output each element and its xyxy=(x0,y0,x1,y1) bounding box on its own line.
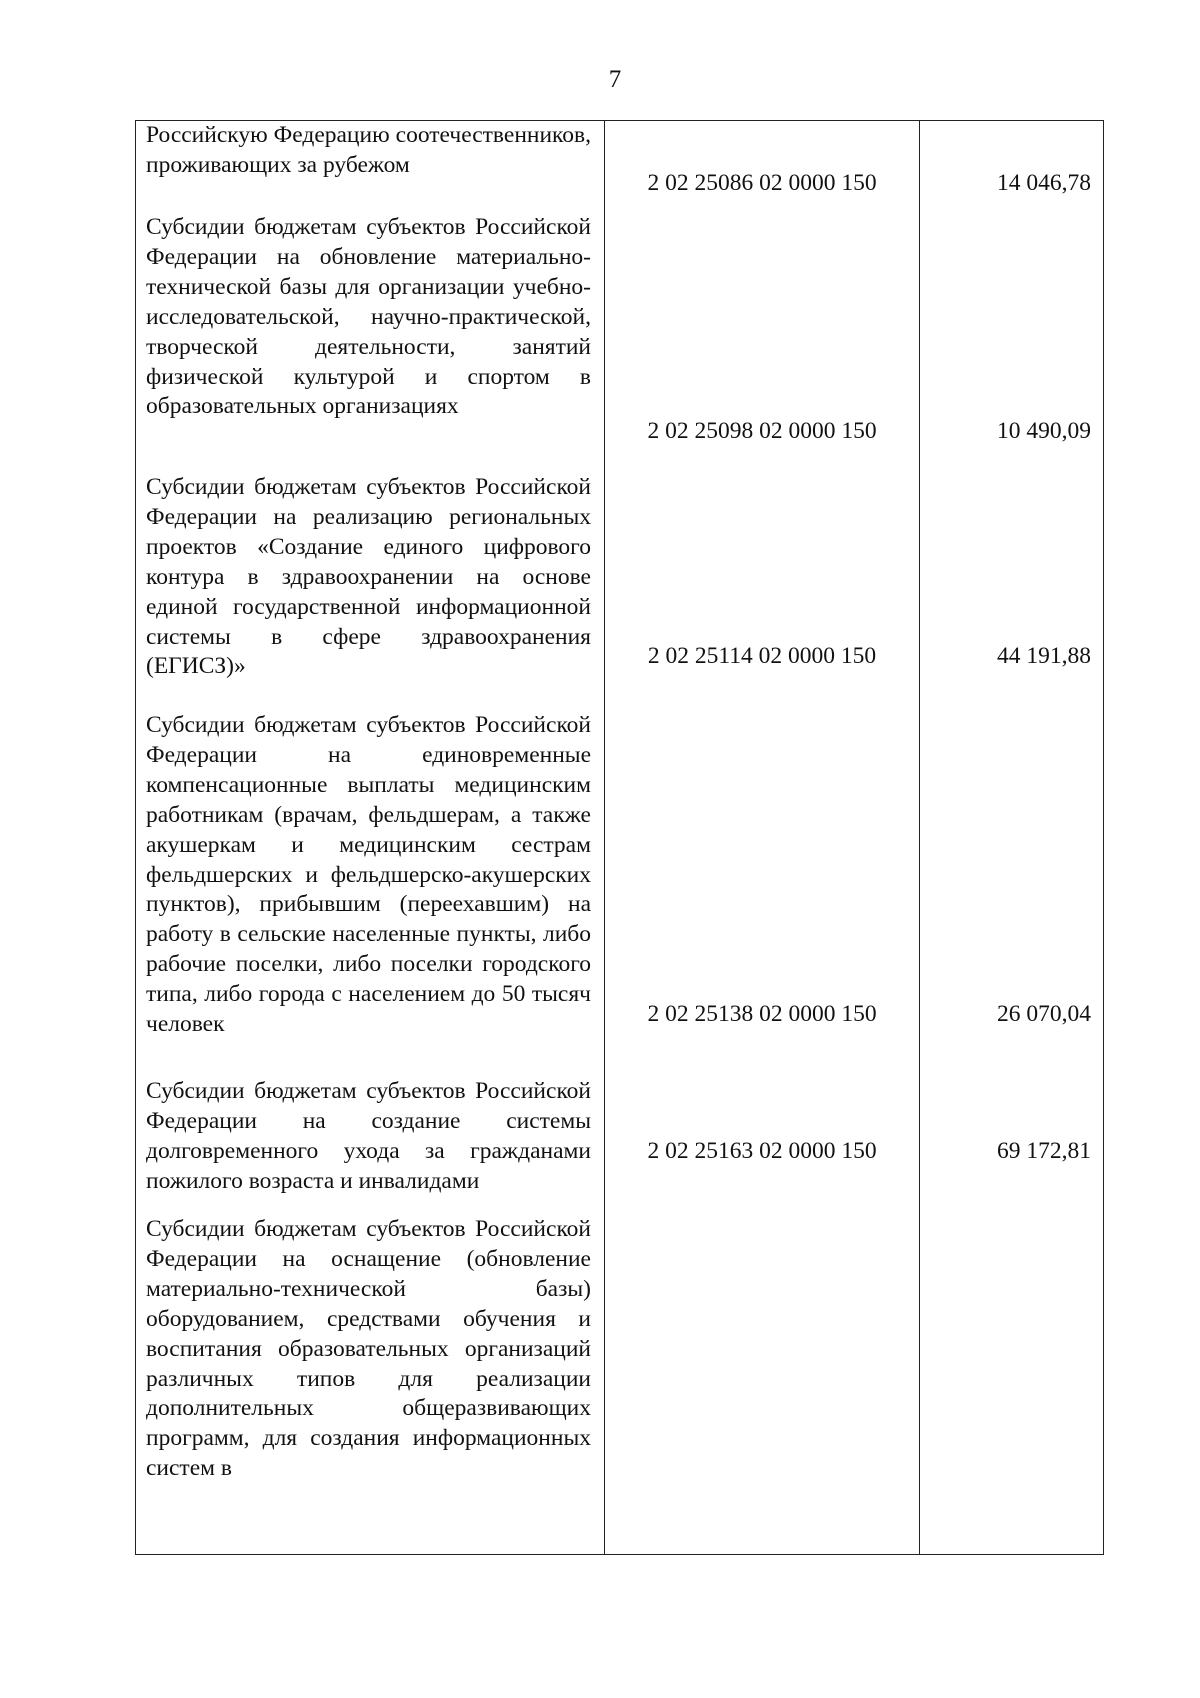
row-amount: 69 172,81 xyxy=(997,1138,1091,1164)
row-description: Субсидии бюджетам субъектов Российской Федерации на оснащение (обновление материально-технической базы) оборудованием, средствами обучения и воспитания образовательных организаций различных типов для реализации дополнительных общеразвивающих программ, для создания информационных систем в xyxy=(146,1216,591,1482)
description-block xyxy=(136,121,604,1482)
page-number: 7 xyxy=(608,66,622,93)
row-code: 2 02 25086 02 0000 150 xyxy=(647,170,877,196)
row-amount: 10 490,09 xyxy=(997,418,1091,444)
description-column xyxy=(136,121,605,1555)
row-description: Субсидии бюджетам субъектов Российской Федерации на единовременные компенсационные выплаты медицинским работникам (врачам, фельдшерам, а также акушеркам и медицинским сестрам фельдшерских и фельдшерско-акушерских пунктов), прибывшим (переехавшим) на работу в сельские населенные пункты, либо рабочие поселки, либо поселки городского типа, либо города с населением до 50 тысяч человек xyxy=(146,712,591,1038)
row-code: 2 02 25138 02 0000 150 xyxy=(647,1001,877,1027)
row-description: Субсидии бюджетам субъектов Российской Федерации на реализацию региональных проектов «Создание единого цифрового контура в здравоохранении на основе единой государственной информационной системы в сфере здравоохранения (ЕГИСЗ)» xyxy=(146,474,591,680)
code-cell xyxy=(605,121,919,1554)
table-row xyxy=(136,121,1104,1555)
row-amount: 26 070,04 xyxy=(997,1001,1091,1027)
row-description: Субсидии бюджетам субъектов Российской Федерации на создание системы долговременного ухода за гражданами пожилого возраста и инвалидами xyxy=(146,1078,591,1194)
amount-column xyxy=(920,121,1104,1555)
row-description: Субсидии бюджетам субъектов Российской Федерации на обновление материально-технической базы для организации учебно-исследовательской, научно-практической, творческой деятельности, занятий физической культурой и спортом в образовательных организациях xyxy=(146,214,591,420)
row-amount: 44 191,88 xyxy=(997,643,1091,669)
row-amount: 14 046,78 xyxy=(997,170,1091,196)
code-column xyxy=(605,121,920,1555)
row-code: 2 02 25163 02 0000 150 xyxy=(647,1138,877,1164)
budget-table xyxy=(135,120,1104,1555)
row-code: 2 02 25114 02 0000 150 xyxy=(647,643,877,669)
amount-cell xyxy=(920,121,1103,1554)
row-code: 2 02 25098 02 0000 150 xyxy=(647,418,877,444)
row-description: Российскую Федерацию соотечественников, проживающих за рубежом xyxy=(146,122,591,178)
